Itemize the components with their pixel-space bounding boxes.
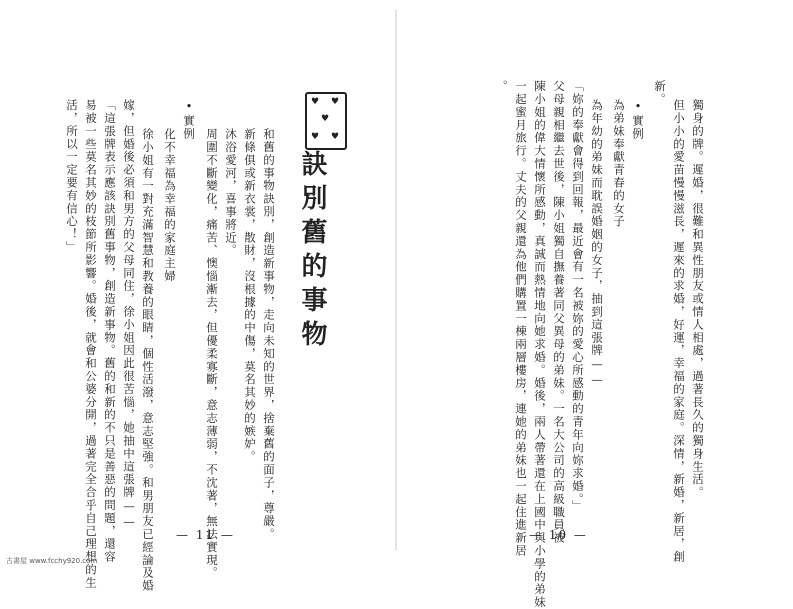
left-column: 和舊的事物訣別，創造新事物，走向未知的世界，捨棄舊的面子，尊嚴。 <box>262 128 276 541</box>
right-column: 新。 <box>653 80 667 106</box>
right-column: 但小小的愛苗慢慢滋長，遲來的求婚，好運，幸福的家庭。深情，新婚，新居，創 <box>672 99 686 564</box>
right-column: 陳小姐的偉大情懷所感動，真誠而熱情地向她求婚。婚後，兩人帶著還在上國中與小學的弟妹 <box>533 80 547 609</box>
left-column: 「這張牌表示應該訣別舊事物，創造新事物。舊的和新的不只是善惡的問題，還容 <box>103 99 117 564</box>
page-number: — 10 — <box>529 528 588 542</box>
left-column: 活，所以一定要有信心！」 <box>65 99 79 254</box>
left-column: 易被一些莫名其妙的枝節所影響。婚後，就會和公婆分開，過著完全合乎自己理想的生 <box>84 99 98 590</box>
example-subtitle: 化不幸福為幸福的家庭主婦 <box>163 128 177 283</box>
right-column: 為年幼的弟妹而耽誤婚姻的女子，抽到這張牌—— <box>590 99 604 388</box>
page-number: — 11 — <box>176 528 235 542</box>
chapter-title: 訣別舊的事物 <box>297 150 327 354</box>
right-column: 。 <box>495 80 509 93</box>
left-column: 新條俱或新衣裳，散財，沒根據的中傷，莫名其妙的嫉妒。 <box>243 128 257 464</box>
heart-suit-icon: ♥ <box>331 97 340 107</box>
right-column: 「妳的奉獻會得到回報，最近會有一名被妳的愛心所感動的青年向妳求婚。」 <box>571 80 585 513</box>
heart-suit-icon: ♥ <box>311 97 320 107</box>
footer-watermark: 古書屋 www.fcchy920.com <box>6 557 98 565</box>
right-column: 父母親相繼去世後，陳小姐獨自撫養著同父異母的弟妹。一名大公司的高級職員被 <box>552 80 566 545</box>
left-column: 嫁，但婚後必須和男方的父母同住，徐小姐因此很苦惱，她抽中這張牌—— <box>122 99 136 530</box>
heart-suit-icon: ♥ <box>311 132 320 142</box>
example-heading: •實例 <box>182 99 196 141</box>
heart-suit-icon: ♥ <box>321 114 330 124</box>
left-column: 周圍不斷變化，痛苦、懊惱漸去，但優柔寡斷，意志薄弱，不沈著，無法實現。 <box>205 128 219 580</box>
example-heading: •實例 <box>631 99 645 141</box>
left-column: 沐浴愛河，喜事將近。 <box>224 128 238 257</box>
example-subtitle: 為弟妹奉獻青春的女子 <box>612 99 626 228</box>
left-column: 徐小姐有一對充滿智慧和教養的眼睛，個性活潑，意志堅強。和男朋友已經論及婚 <box>141 128 155 593</box>
right-page <box>397 0 793 609</box>
heart-suit-card-icon <box>305 92 347 150</box>
right-column: 獨身的牌。遲婚，很難和異性朋友或情人相處，過著長久的獨身生活。 <box>691 99 705 499</box>
right-column: 一起蜜月旅行。丈夫的父親還為他們購置一棟兩層樓房，連她的弟妹也一起住進新居 <box>514 80 528 558</box>
heart-suit-icon: ♥ <box>331 132 340 142</box>
